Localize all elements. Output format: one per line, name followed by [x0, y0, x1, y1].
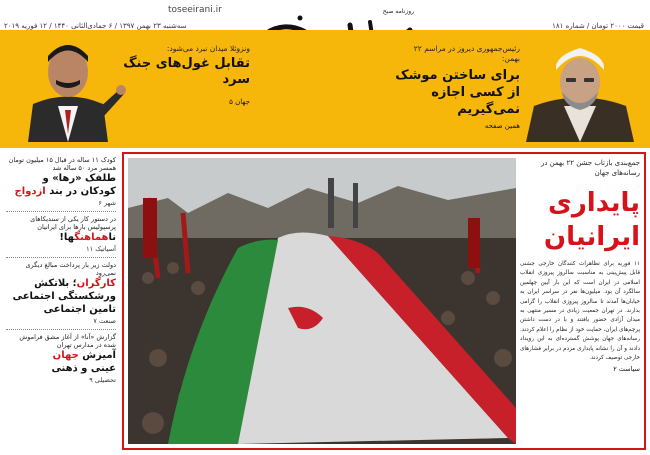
sidebar-story-page-ref: شهر ۶: [98, 199, 116, 207]
masthead-tagline: روزنامه صبح: [382, 8, 414, 15]
sidebar-story-3[interactable]: [6, 258, 116, 330]
issue-price-number: قیمت ۲۰۰۰ تومان / شماره ۱۸۱: [552, 22, 644, 30]
lead-left-kicker: ونزوئلا میدان نبرد می‌شود:: [166, 44, 250, 53]
sidebar-story-headline[interactable]: [6, 277, 116, 316]
lead-left-page-ref: جهان ۵: [229, 98, 250, 106]
main-headline-line-1[interactable]: پایداری: [547, 188, 640, 218]
site-url[interactable]: toseeirani.ir: [168, 5, 222, 15]
lead-right-kicker: رئیس‌جمهوری دیروز در مراسم ۲۲ بهمن:: [413, 44, 520, 63]
sidebar-column: [6, 153, 116, 449]
main-story-kicker: جمع‌بندی بازتاب جشن ۲۲ بهمن در رسانه‌های جهان: [540, 159, 640, 177]
sidebar-story-headline[interactable]: [6, 231, 116, 244]
lead-story-right[interactable]: [395, 44, 520, 130]
headline-part: آمیزش: [82, 350, 116, 361]
headline-part: طلفک «رها» و کودکان در بند: [42, 173, 116, 197]
sidebar-story-kicker: گزارش «آنا» از آغاز مشق فراموش شده در مدارس تهران: [19, 333, 116, 349]
headline-part: ها!: [59, 232, 75, 243]
issue-date: سه‌شنبه ۲۳ بهمن ۱۳۹۷ / ۶ جمادی‌الثانی ۱۴۴۰ / ۱۲ فوریه ۲۰۱۹: [4, 22, 187, 30]
rouhani-photo: [516, 34, 644, 142]
headline-highlight: هماهنگ: [74, 232, 109, 243]
rally-flag-photo: [128, 158, 516, 444]
lead-right-headline[interactable]: برای ساختن موشک از کسی اجازه نمی‌گیریم: [395, 68, 520, 117]
lead-left-headline[interactable]: تقابل غول‌های جنگ سرد: [123, 56, 250, 87]
sidebar-story-kicker: در دستور کار یکی از سندیکاهای پرسپولیس بارها برای ایرانیان: [30, 215, 116, 231]
headline-part: نا: [108, 232, 116, 243]
sidebar-story-page-ref: صنعت ۷: [93, 317, 116, 325]
sidebar-story-kicker: دولت زیر بار پرداخت مبالغ دیگری نمی‌رود: [25, 261, 116, 277]
sidebar-story-headline[interactable]: [6, 172, 116, 198]
main-story-body: ۱۱ فوریه برای تظاهرات کنندگان خارجی جشنی قابل پیش‌بینی به مناسبت سالروز پیروزی انقلاب اسلامی در ایران است که این بار آیین چهلمین سالگرد آن بود. میلیون‌ها نفر در سراسر ایران به خیابان‌ها آمدند تا سالروز پیروزی انقلاب را گرامی بدارند. در تهران جمعیت زیادی در مسیر منتهی به میدان آزادی حضور یافتند و با در دست داشتن پرچم‌های ایران، حمایت خود از نظام را اعلام کردند. رسانه‌های جهان پوشش گسترده‌ای به این رویداد دادند و آن را نشانه پایداری مردم در برابر فشارهای خارجی توصیف کردند.: [520, 261, 640, 362]
headline-part: عینی و ذهنی: [51, 363, 116, 374]
sidebar-story-headline[interactable]: [6, 349, 116, 375]
lead-story-left[interactable]: [120, 44, 250, 106]
main-story-page-ref: سیاست ۲: [613, 365, 640, 374]
headline-highlight: ازدواج: [14, 186, 46, 197]
sidebar-story-2[interactable]: [6, 212, 116, 258]
sidebar-story-1[interactable]: [6, 153, 116, 212]
sidebar-story-4[interactable]: [6, 330, 116, 388]
lead-right-page-ref: همین صفحه: [484, 122, 520, 130]
headline-highlight: جهان: [52, 350, 79, 361]
headline-part: ؛ بلاتکش ورشکستگی اجتماعی تامین اجتماعی: [12, 278, 116, 315]
maduro-photo: [8, 34, 128, 142]
main-headline-line-2[interactable]: ایرانیان: [543, 222, 640, 252]
sidebar-story-kicker: کودک ۱۱ ساله در قبال ۱۵ میلیون تومان همسر مرد ۵۰ ساله شد: [8, 156, 116, 172]
headline-highlight: کارگران: [76, 278, 116, 289]
main-story-text[interactable]: [520, 158, 640, 373]
sidebar-story-page-ref: تحصیلی ۹: [89, 376, 116, 384]
sidebar-story-page-ref: آسیاتیک ۱۱: [86, 245, 116, 253]
